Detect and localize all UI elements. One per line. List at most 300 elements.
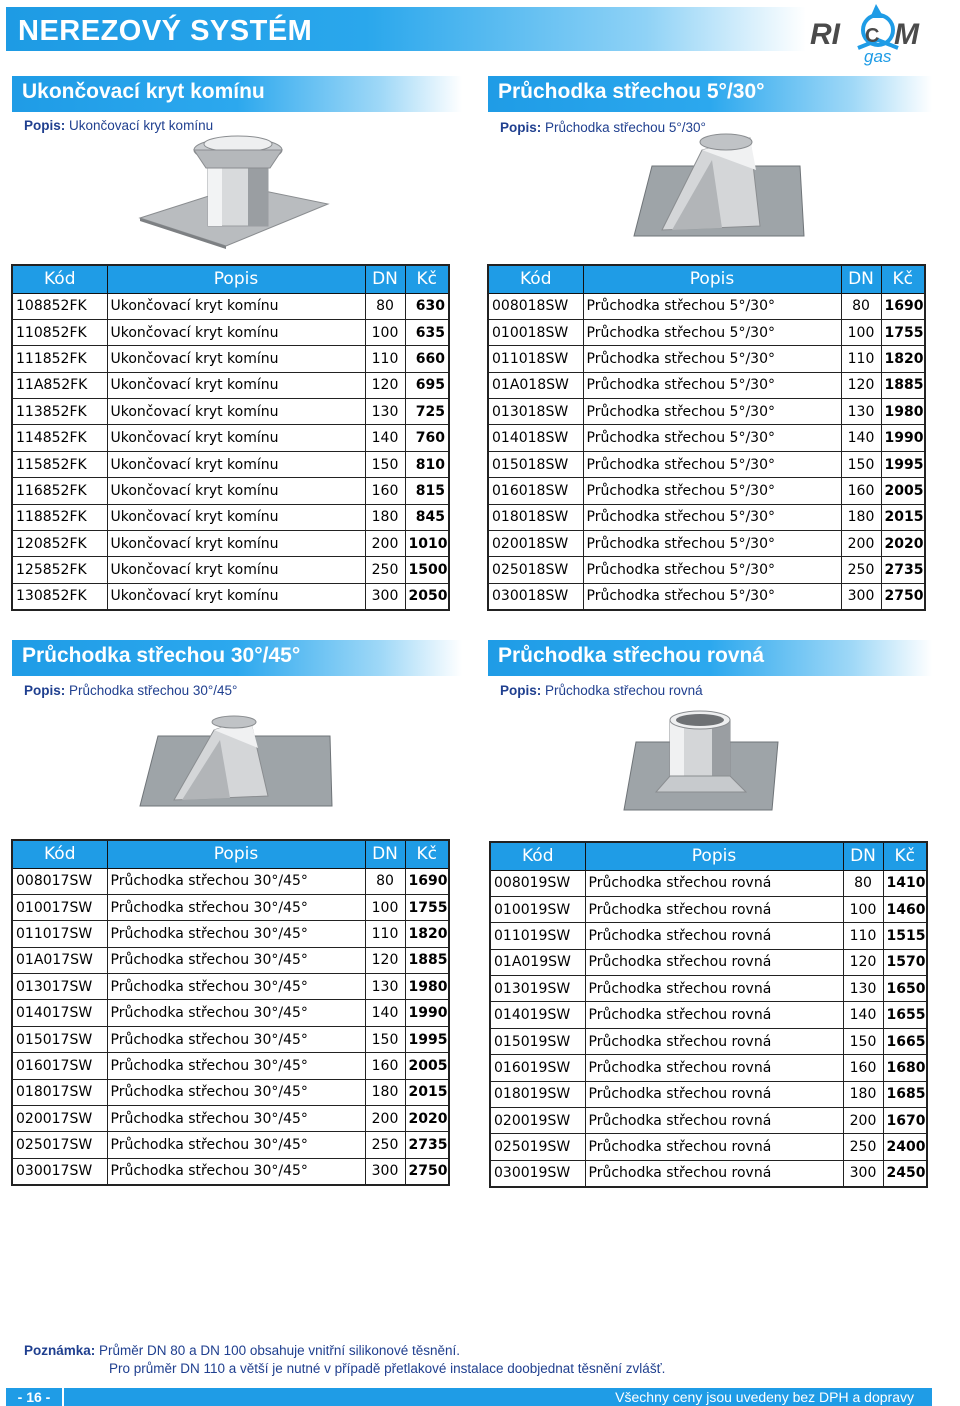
cell-kod: 008017SW <box>12 868 107 894</box>
cell-kod: 01A019SW <box>490 949 585 975</box>
cell-popis: Průchodka střechou 30°/45° <box>107 921 365 947</box>
cell-price: 2750 <box>405 1158 449 1184</box>
cell-kod: 118852FK <box>12 504 107 530</box>
cell-kod: 018017SW <box>12 1079 107 1105</box>
cell-dn: 250 <box>841 557 881 583</box>
cell-dn: 140 <box>365 1000 405 1026</box>
cell-popis: Průchodka střechou rovná <box>585 1055 843 1081</box>
popis-value: Průchodka střechou 5°/30° <box>545 120 706 135</box>
cell-kod: 01A017SW <box>12 947 107 973</box>
cell-price: 1990 <box>405 1000 449 1026</box>
cell-popis: Průchodka střechou 5°/30° <box>583 451 841 477</box>
cell-price: 1655 <box>883 1002 927 1028</box>
column-header-popis: Popis <box>583 265 841 293</box>
popis-label: Popis: <box>24 683 66 698</box>
cell-kod: 025018SW <box>488 557 583 583</box>
cell-dn: 140 <box>841 425 881 451</box>
cell-dn: 80 <box>365 868 405 894</box>
cell-kod: 01A018SW <box>488 372 583 398</box>
cell-price: 845 <box>405 504 449 530</box>
ricom-gas-logo <box>806 0 952 68</box>
cell-price: 1690 <box>881 293 925 319</box>
cell-price: 630 <box>405 293 449 319</box>
cell-kod: 114852FK <box>12 425 107 451</box>
cell-kod: 108852FK <box>12 293 107 319</box>
page-number: - 16 - <box>6 1388 64 1406</box>
table-row <box>488 425 925 451</box>
section-title: Průchodka střechou rovná <box>498 644 765 667</box>
page-title: NEREZOVÝ SYSTÉM <box>18 15 313 47</box>
cell-dn: 300 <box>365 583 405 609</box>
cell-kod: 018019SW <box>490 1081 585 1107</box>
cell-popis: Průchodka střechou rovná <box>585 949 843 975</box>
cell-popis: Ukončovací kryt komínu <box>107 293 365 319</box>
cell-popis: Průchodka střechou 30°/45° <box>107 947 365 973</box>
table-row <box>12 319 449 345</box>
note-line-1: Průměr DN 80 a DN 100 obsahuje vnitřní silikonové těsnění. <box>99 1343 460 1358</box>
cell-kod: 020018SW <box>488 531 583 557</box>
table-row <box>12 478 449 504</box>
cell-popis: Průchodka střechou 5°/30° <box>583 583 841 609</box>
cell-price: 725 <box>405 399 449 425</box>
cell-popis: Průchodka střechou 5°/30° <box>583 346 841 372</box>
cell-popis: Průchodka střechou 5°/30° <box>583 504 841 530</box>
column-header-kc: Kč <box>405 840 449 868</box>
svg-text:M: M <box>894 18 919 51</box>
column-header-kod: Kód <box>12 840 107 868</box>
table-row <box>12 451 449 477</box>
table-header-row <box>490 842 927 870</box>
cell-dn: 100 <box>843 896 883 922</box>
popis-label: Popis: <box>500 683 542 698</box>
cell-dn: 300 <box>841 583 881 609</box>
table-row <box>490 1028 927 1054</box>
cell-price: 1690 <box>405 868 449 894</box>
cell-popis: Ukončovací kryt komínu <box>107 425 365 451</box>
cell-popis: Průchodka střechou 5°/30° <box>583 557 841 583</box>
cell-dn: 250 <box>365 557 405 583</box>
section-header-ukoncovaci-kryt <box>12 76 462 112</box>
table-row <box>490 1081 927 1107</box>
note-line-2: Pro průměr DN 110 a větší je nutné v případě přetlakové instalace doobjednat těsnění zvlášť. <box>109 1361 666 1376</box>
cell-dn: 100 <box>841 319 881 345</box>
cell-popis: Ukončovací kryt komínu <box>107 399 365 425</box>
cell-price: 2735 <box>405 1132 449 1158</box>
cell-kod: 120852FK <box>12 531 107 557</box>
cell-popis: Ukončovací kryt komínu <box>107 531 365 557</box>
roof-flashing-flat-image <box>622 700 780 812</box>
cell-popis: Průchodka střechou rovná <box>585 1160 843 1186</box>
column-header-dn: DN <box>841 265 881 293</box>
cell-popis: Ukončovací kryt komínu <box>107 346 365 372</box>
table-row <box>12 293 449 319</box>
cell-price: 1460 <box>883 896 927 922</box>
section-title: Ukončovací kryt komínu <box>22 80 265 103</box>
cell-kod: 014017SW <box>12 1000 107 1026</box>
cell-dn: 140 <box>365 425 405 451</box>
column-header-kod: Kód <box>488 265 583 293</box>
cell-popis: Průchodka střechou 30°/45° <box>107 1079 365 1105</box>
cell-price: 2735 <box>881 557 925 583</box>
table-row <box>490 1108 927 1134</box>
cell-kod: 008019SW <box>490 870 585 896</box>
cell-popis: Průchodka střechou 5°/30° <box>583 425 841 451</box>
popis-value: Průchodka střechou 30°/45° <box>69 683 238 698</box>
cell-popis: Průchodka střechou rovná <box>585 870 843 896</box>
svg-text:gas: gas <box>864 47 892 66</box>
table-row <box>490 896 927 922</box>
cell-kod: 11A852FK <box>12 372 107 398</box>
section-header-pruchodka-5-30 <box>488 76 932 112</box>
column-header-kod: Kód <box>12 265 107 293</box>
footer-bar <box>6 1388 932 1406</box>
table-row <box>12 557 449 583</box>
table-row <box>12 531 449 557</box>
cell-kod: 115852FK <box>12 451 107 477</box>
chimney-cap-image <box>136 128 330 250</box>
cell-kod: 125852FK <box>12 557 107 583</box>
roof-flashing-5-30-image <box>632 130 808 240</box>
cell-popis: Průchodka střechou rovná <box>585 1134 843 1160</box>
cell-price: 815 <box>405 478 449 504</box>
svg-text:RI: RI <box>810 18 840 51</box>
section-header-pruchodka-30-45 <box>12 640 462 676</box>
cell-dn: 120 <box>365 947 405 973</box>
cell-popis: Průchodka střechou rovná <box>585 1081 843 1107</box>
table-row <box>488 531 925 557</box>
table-header-row <box>12 840 449 868</box>
cell-price: 2005 <box>405 1053 449 1079</box>
cell-popis: Průchodka střechou 30°/45° <box>107 1053 365 1079</box>
cell-popis: Průchodka střechou rovná <box>585 1108 843 1134</box>
cell-dn: 80 <box>843 870 883 896</box>
svg-text:C: C <box>865 25 880 47</box>
cell-popis: Průchodka střechou rovná <box>585 1002 843 1028</box>
note-label: Poznámka: <box>24 1343 96 1358</box>
cell-dn: 80 <box>365 293 405 319</box>
cell-kod: 015019SW <box>490 1028 585 1054</box>
cell-dn: 130 <box>843 976 883 1002</box>
table-row <box>490 1002 927 1028</box>
table-header-row <box>488 265 925 293</box>
cell-dn: 110 <box>843 923 883 949</box>
cell-dn: 300 <box>365 1158 405 1184</box>
table-row <box>488 583 925 609</box>
cell-dn: 100 <box>365 894 405 920</box>
cell-popis: Průchodka střechou rovná <box>585 896 843 922</box>
cell-kod: 025019SW <box>490 1134 585 1160</box>
cell-dn: 110 <box>365 346 405 372</box>
cell-dn: 250 <box>365 1132 405 1158</box>
cell-kod: 030019SW <box>490 1160 585 1186</box>
cell-kod: 014019SW <box>490 1002 585 1028</box>
price-table-pruchodka-30-45 <box>11 839 450 1186</box>
cell-price: 2005 <box>881 478 925 504</box>
cell-price: 2015 <box>881 504 925 530</box>
cell-price: 1650 <box>883 976 927 1002</box>
cell-kod: 020019SW <box>490 1108 585 1134</box>
cell-dn: 110 <box>365 921 405 947</box>
cell-popis: Ukončovací kryt komínu <box>107 583 365 609</box>
cell-kod: 011017SW <box>12 921 107 947</box>
cell-popis: Průchodka střechou 30°/45° <box>107 868 365 894</box>
cell-dn: 160 <box>843 1055 883 1081</box>
cell-popis: Ukončovací kryt komínu <box>107 451 365 477</box>
roof-flashing-30-45-image <box>138 712 334 808</box>
cell-kod: 013017SW <box>12 974 107 1000</box>
table-row <box>12 1079 449 1105</box>
section-title: Průchodka střechou 5°/30° <box>498 80 765 103</box>
cell-kod: 010018SW <box>488 319 583 345</box>
cell-price: 1820 <box>881 346 925 372</box>
cell-price: 2020 <box>881 531 925 557</box>
column-header-kod: Kód <box>490 842 585 870</box>
table-row <box>12 425 449 451</box>
popis-value: Ukončovací kryt komínu <box>69 118 214 133</box>
cell-popis: Průchodka střechou 30°/45° <box>107 1132 365 1158</box>
cell-popis: Průchodka střechou 30°/45° <box>107 894 365 920</box>
table-row <box>12 1132 449 1158</box>
cell-price: 1570 <box>883 949 927 975</box>
table-row <box>488 346 925 372</box>
cell-price: 1820 <box>405 921 449 947</box>
cell-kod: 130852FK <box>12 583 107 609</box>
cell-popis: Ukončovací kryt komínu <box>107 557 365 583</box>
cell-kod: 010019SW <box>490 896 585 922</box>
cell-dn: 150 <box>841 451 881 477</box>
table-row <box>12 346 449 372</box>
cell-price: 2400 <box>883 1134 927 1160</box>
cell-price: 695 <box>405 372 449 398</box>
table-row <box>12 921 449 947</box>
cell-popis: Průchodka střechou 5°/30° <box>583 319 841 345</box>
table-row <box>12 399 449 425</box>
cell-kod: 116852FK <box>12 478 107 504</box>
price-table-pruchodka-rovna <box>489 841 928 1188</box>
cell-price: 760 <box>405 425 449 451</box>
cell-kod: 016019SW <box>490 1055 585 1081</box>
cell-price: 635 <box>405 319 449 345</box>
cell-kod: 110852FK <box>12 319 107 345</box>
cell-dn: 140 <box>843 1002 883 1028</box>
cell-price: 1010 <box>405 531 449 557</box>
cell-popis: Ukončovací kryt komínu <box>107 319 365 345</box>
cell-price: 1755 <box>881 319 925 345</box>
column-header-dn: DN <box>365 265 405 293</box>
cell-kod: 015017SW <box>12 1026 107 1052</box>
cell-dn: 200 <box>365 531 405 557</box>
cell-popis: Průchodka střechou 30°/45° <box>107 1106 365 1132</box>
column-header-kc: Kč <box>405 265 449 293</box>
cell-price: 1670 <box>883 1108 927 1134</box>
table-row <box>12 1000 449 1026</box>
table-row <box>12 1158 449 1184</box>
table-row <box>490 1160 927 1186</box>
cell-kod: 011018SW <box>488 346 583 372</box>
cell-price: 1515 <box>883 923 927 949</box>
cell-price: 1990 <box>881 425 925 451</box>
cell-price: 1410 <box>883 870 927 896</box>
table-header-row <box>12 265 449 293</box>
cell-dn: 130 <box>365 399 405 425</box>
table-row <box>490 1134 927 1160</box>
cell-popis: Průchodka střechou 30°/45° <box>107 974 365 1000</box>
cell-dn: 130 <box>365 974 405 1000</box>
cell-dn: 150 <box>365 1026 405 1052</box>
column-header-dn: DN <box>365 840 405 868</box>
cell-dn: 250 <box>843 1134 883 1160</box>
column-header-dn: DN <box>843 842 883 870</box>
cell-kod: 111852FK <box>12 346 107 372</box>
cell-dn: 300 <box>843 1160 883 1186</box>
cell-kod: 030017SW <box>12 1158 107 1184</box>
table-row <box>488 319 925 345</box>
cell-dn: 180 <box>365 504 405 530</box>
table-row <box>12 894 449 920</box>
cell-price: 1685 <box>883 1081 927 1107</box>
section-title: Průchodka střechou 30°/45° <box>22 644 301 667</box>
cell-kod: 010017SW <box>12 894 107 920</box>
table-row <box>12 1106 449 1132</box>
cell-dn: 150 <box>365 451 405 477</box>
cell-dn: 200 <box>365 1106 405 1132</box>
table-row <box>488 504 925 530</box>
table-row <box>490 923 927 949</box>
cell-dn: 80 <box>841 293 881 319</box>
cell-popis: Průchodka střechou rovná <box>585 1028 843 1054</box>
table-row <box>12 974 449 1000</box>
cell-popis: Průchodka střechou 30°/45° <box>107 1000 365 1026</box>
cell-dn: 100 <box>365 319 405 345</box>
cell-popis: Průchodka střechou rovná <box>585 923 843 949</box>
table-row <box>490 1055 927 1081</box>
cell-price: 1980 <box>405 974 449 1000</box>
table-row <box>490 870 927 896</box>
cell-popis: Průchodka střechou 5°/30° <box>583 478 841 504</box>
table-row <box>488 372 925 398</box>
cell-dn: 200 <box>843 1108 883 1134</box>
table-row <box>490 976 927 1002</box>
table-row <box>12 947 449 973</box>
cell-popis: Ukončovací kryt komínu <box>107 478 365 504</box>
cell-kod: 016018SW <box>488 478 583 504</box>
table-row <box>12 583 449 609</box>
cell-price: 1885 <box>405 947 449 973</box>
popis-label: Popis: <box>24 118 66 133</box>
cell-dn: 200 <box>841 531 881 557</box>
cell-kod: 113852FK <box>12 399 107 425</box>
cell-price: 660 <box>405 346 449 372</box>
cell-kod: 013019SW <box>490 976 585 1002</box>
cell-dn: 160 <box>841 478 881 504</box>
cell-kod: 018018SW <box>488 504 583 530</box>
table-row <box>488 557 925 583</box>
table-row <box>488 478 925 504</box>
cell-price: 2050 <box>405 583 449 609</box>
cell-price: 810 <box>405 451 449 477</box>
note <box>24 1342 665 1378</box>
cell-popis: Průchodka střechou 5°/30° <box>583 293 841 319</box>
cell-price: 1680 <box>883 1055 927 1081</box>
cell-dn: 120 <box>843 949 883 975</box>
cell-popis: Průchodka střechou 5°/30° <box>583 372 841 398</box>
table-row <box>488 293 925 319</box>
cell-dn: 150 <box>843 1028 883 1054</box>
cell-price: 2450 <box>883 1160 927 1186</box>
cell-dn: 180 <box>841 504 881 530</box>
cell-price: 2015 <box>405 1079 449 1105</box>
cell-kod: 030018SW <box>488 583 583 609</box>
cell-kod: 015018SW <box>488 451 583 477</box>
cell-kod: 008018SW <box>488 293 583 319</box>
column-header-popis: Popis <box>107 840 365 868</box>
cell-price: 2020 <box>405 1106 449 1132</box>
price-table-ukoncovaci-kryt <box>11 264 450 611</box>
cell-price: 1665 <box>883 1028 927 1054</box>
table-row <box>12 1053 449 1079</box>
cell-price: 1995 <box>881 451 925 477</box>
cell-kod: 011019SW <box>490 923 585 949</box>
table-row <box>488 451 925 477</box>
column-header-kc: Kč <box>883 842 927 870</box>
cell-price: 1995 <box>405 1026 449 1052</box>
cell-popis: Průchodka střechou rovná <box>585 976 843 1002</box>
column-header-kc: Kč <box>881 265 925 293</box>
section-header-pruchodka-rovna <box>488 640 932 676</box>
cell-kod: 020017SW <box>12 1106 107 1132</box>
table-row <box>490 949 927 975</box>
cell-dn: 120 <box>365 372 405 398</box>
cell-popis: Průchodka střechou 5°/30° <box>583 399 841 425</box>
cell-dn: 160 <box>365 1053 405 1079</box>
cell-dn: 180 <box>365 1079 405 1105</box>
cell-kod: 016017SW <box>12 1053 107 1079</box>
cell-dn: 110 <box>841 346 881 372</box>
table-row <box>12 372 449 398</box>
cell-price: 1980 <box>881 399 925 425</box>
popis-label: Popis: <box>500 120 542 135</box>
cell-popis: Průchodka střechou 30°/45° <box>107 1026 365 1052</box>
cell-popis: Ukončovací kryt komínu <box>107 504 365 530</box>
cell-kod: 014018SW <box>488 425 583 451</box>
price-disclaimer: Všechny ceny jsou uvedeny bez DPH a dopravy <box>615 1389 914 1405</box>
table-row <box>12 1026 449 1052</box>
cell-dn: 160 <box>365 478 405 504</box>
cell-popis: Ukončovací kryt komínu <box>107 372 365 398</box>
cell-dn: 130 <box>841 399 881 425</box>
cell-kod: 025017SW <box>12 1132 107 1158</box>
cell-kod: 013018SW <box>488 399 583 425</box>
column-header-popis: Popis <box>107 265 365 293</box>
cell-price: 1755 <box>405 894 449 920</box>
section-popis <box>24 683 237 698</box>
popis-value: Průchodka střechou rovná <box>545 683 703 698</box>
price-table-pruchodka-5-30 <box>487 264 926 611</box>
cell-popis: Průchodka střechou 30°/45° <box>107 1158 365 1184</box>
column-header-popis: Popis <box>585 842 843 870</box>
cell-price: 2750 <box>881 583 925 609</box>
cell-popis: Průchodka střechou 5°/30° <box>583 531 841 557</box>
table-row <box>12 868 449 894</box>
table-row <box>12 504 449 530</box>
table-row <box>488 399 925 425</box>
section-popis <box>500 683 703 698</box>
page-header <box>6 7 806 51</box>
cell-price: 1885 <box>881 372 925 398</box>
cell-dn: 180 <box>843 1081 883 1107</box>
cell-price: 1500 <box>405 557 449 583</box>
cell-dn: 120 <box>841 372 881 398</box>
